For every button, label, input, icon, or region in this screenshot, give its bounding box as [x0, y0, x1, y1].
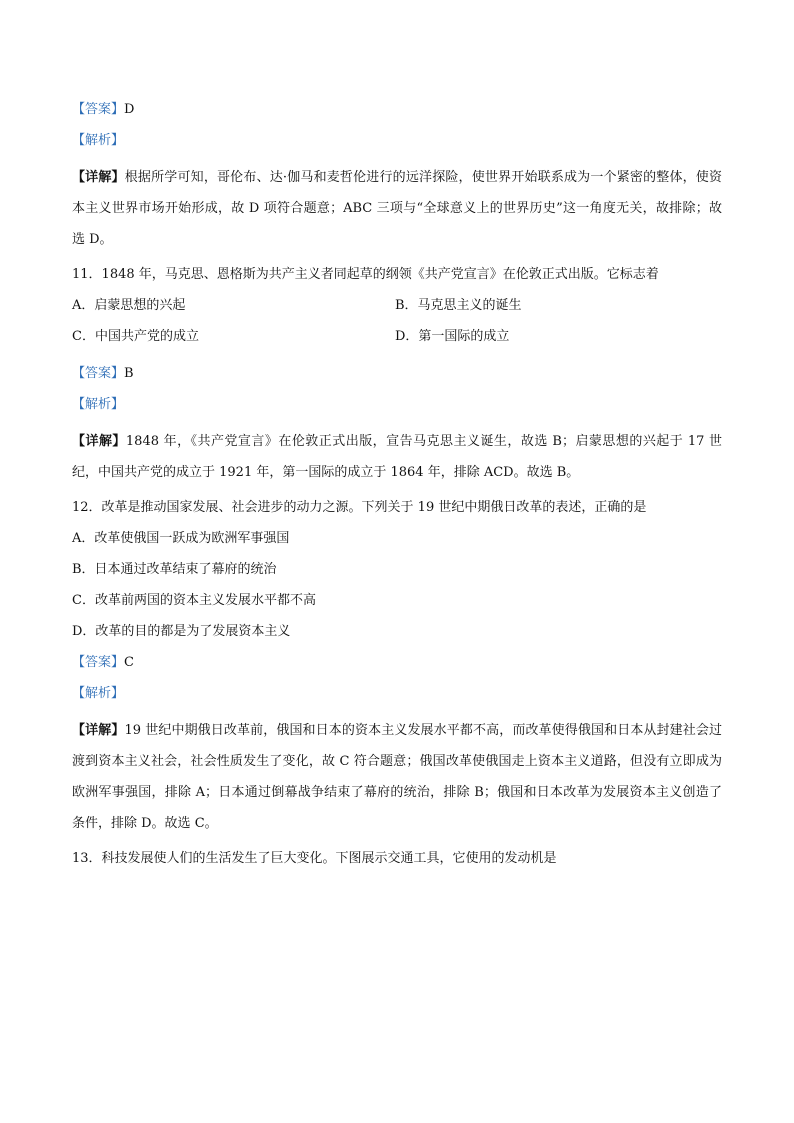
- answer-value: D: [124, 102, 135, 117]
- analysis-line: [72, 395, 722, 415]
- detail-paragraph: [72, 715, 722, 839]
- question-stem: [72, 849, 722, 869]
- option-c: C．改革前两国的资本主义发展水平都不高: [72, 593, 316, 608]
- answer-value: C: [124, 655, 134, 670]
- document-content: [72, 100, 722, 880]
- answer-line: [72, 653, 722, 673]
- answer-tag: 【答案】: [72, 366, 125, 381]
- analysis-line: [72, 684, 722, 704]
- question-11-stem: 11．1848 年，马克思、恩格斯为共产主义者同起草的纲领《共产党宣言》在伦敦正式出版。它标志着: [72, 267, 659, 282]
- detail-text: 根据所学可知，哥伦布、达·伽马和麦哲伦进行的远洋探险，使世界开始联系成为一个紧密的整体，使资本主义世界市场开始形成，故 D 项符合题意；ABC 三项与“全球意义上的世界历史”这一角度无关，故排除；故选 D。: [72, 170, 722, 247]
- analysis-tag: 【解析】: [72, 133, 125, 148]
- option-d: D．改革的目的都是为了发展资本主义: [72, 624, 291, 639]
- option-d: D．第一国际的成立: [395, 329, 510, 344]
- answer-line: [72, 364, 722, 384]
- detail-paragraph: [72, 162, 722, 255]
- question-13-stem: 13．科技发展使人们的生活发生了巨大变化。下图展示交通工具，它使用的发动机是: [72, 851, 557, 866]
- answer-tag: 【答案】: [72, 655, 125, 670]
- option-a: A．启蒙思想的兴起: [72, 298, 186, 313]
- analysis-tag: 【解析】: [72, 397, 125, 412]
- option-b: B．马克思主义的诞生: [395, 298, 522, 313]
- detail-tag: 【详解】: [72, 434, 126, 449]
- answer-tag: 【答案】: [72, 102, 125, 117]
- analysis-tag: 【解析】: [72, 686, 125, 701]
- detail-text: 1848 年，《共产党宣言》在伦敦正式出版，宣告马克思主义诞生，故选 B；启蒙思想的兴起于 17 世纪，中国共产党的成立于 1921 年，第一国际的成立于 1864 年，排除 ACD。故选 B。: [72, 434, 722, 480]
- option-b: B．日本通过改革结束了幕府的统治: [72, 562, 277, 577]
- option-a: A．改革使俄国一跃成为欧洲军事强国: [72, 531, 290, 546]
- question-stem: [72, 498, 722, 518]
- question-12-stem: 12．改革是推动国家发展、社会进步的动力之源。下列关于 19 世纪中期俄日改革的表述，正确的是: [72, 500, 647, 515]
- answer-value: B: [124, 366, 134, 381]
- detail-paragraph: [72, 426, 722, 488]
- question-stem: [72, 265, 722, 285]
- detail-text: 19 世纪中期俄日改革前，俄国和日本的资本主义发展水平都不高，而改革使得俄国和日本从封建社会过渡到资本主义社会，社会性质发生了变化，故 C 符合题意；俄国改革使俄国走上资本主义道路，但没有立即成为欧洲军事强国，排除 A；日本通过倒幕战争结束了幕府的统治，排除 B；俄国和日本改革为发展资本主义创造了条件，排除 D。故选 C。: [72, 723, 722, 831]
- analysis-line: [72, 131, 722, 151]
- question-11-options: [72, 296, 722, 358]
- detail-tag: 【详解】: [72, 170, 125, 185]
- option-c: C．中国共产党的成立: [72, 329, 199, 344]
- answer-line: [72, 100, 722, 120]
- detail-tag: 【详解】: [72, 723, 125, 738]
